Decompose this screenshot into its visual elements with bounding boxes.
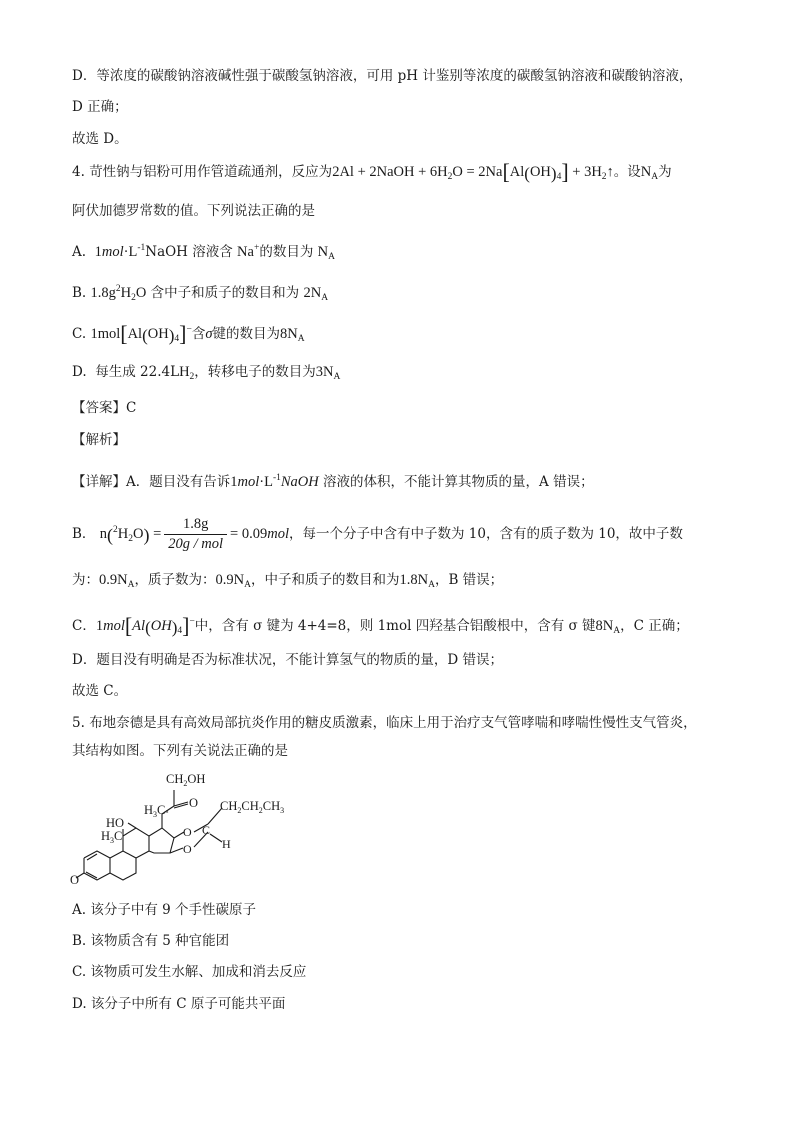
q5-option-b: B. 该物质含有 5 种官能团 (72, 933, 230, 949)
q4-option-c: C. $1mol[Al(OH)_4]^-$含σ键的数目为$8N_A$ (72, 321, 305, 346)
q4-equation: 2Al + 2NaOH + $6H_2O = 2Na[Al(OH)_4]$ + $3H_2↑$ (332, 159, 614, 184)
svg-text:CH2OH: $CH_2OH$ (166, 772, 206, 788)
q4-detail-c: C．$1mol[Al(OH)_4]^-$中，含有 σ 键为 4+4=8，则 1mol 四羟基合铝酸根中，含有 σ 键$8N_A$，C 正确； (72, 613, 689, 638)
svg-text:O: O (183, 842, 192, 856)
q5-option-d: D. 该分子中所有 C 原子可能共平面 (72, 996, 286, 1012)
q5-stem-line2: 其结构如图。下列有关说法正确的是 (72, 743, 288, 759)
q4-detail-b: B． $n(^2H_2O)$ = $\frac{1.8g}{\text{20g / mol}}$ = 0.09mol，每一个分子中含有中子数为 10，含有的质子数为 10，故中子数 (72, 516, 683, 553)
q4-conclusion: 故选 C。 (72, 683, 128, 699)
q4-stem: 4. 苛性钠与铝粉可用作管道疏通剂，反应为2Al + 2NaOH + $6H_2O = 2Na[Al(OH)_4]$ + $3H_2↑$。设$N_A$为 (72, 159, 672, 184)
prev-conclusion: 故选 D。 (72, 131, 128, 147)
q4-stem-line2: 阿伏加德罗常数的值。下列说法正确的是 (72, 203, 315, 219)
prev-d-line2: D 正确； (72, 99, 128, 115)
svg-text:CH2CH2CH3: $CH_2CH_2CH_3$ (220, 799, 285, 815)
q4-detail-a: 【详解】A．题目没有告诉$1mol\cdot L^{-1}NaOH$ 溶液的体积，不能计算其物质的量，A 错误； (72, 473, 594, 490)
q5-option-a: A. 该分子中有 9 个手性碳原子 (72, 902, 257, 918)
svg-text:H3C: $H_3C$ (101, 829, 123, 845)
q4-fraction: $\frac{1.8g}{\text{20g / mol}}$ (164, 516, 227, 553)
svg-text:H: H (222, 837, 231, 851)
svg-text:HO: HO (106, 816, 125, 830)
q4-detail-b2: 为：$0.9N_A$，质子数为：$0.9N_A$，中子和质子的数目和为$1.8N_A$，B 错误； (72, 572, 504, 590)
prev-d-line1: D．等浓度的碳酸钠溶液碱性强于碳酸氢钠溶液，可用 pH 计鉴别等浓度的碳酸氢钠溶液和碳酸钠溶液， (72, 68, 693, 84)
svg-text:s: s (166, 809, 169, 815)
svg-text:O: O (183, 825, 192, 839)
budesonide-structure (70, 766, 300, 896)
svg-text:H3C: $H_3C$ (144, 803, 166, 819)
svg-text:C: C (202, 823, 211, 837)
q4-answer: 【答案】C (72, 400, 137, 416)
q4-detail-d: D．题目没有明确是否为标准状况，不能计算氢气的物质的量，D 错误； (72, 652, 503, 668)
q4-option-a: A. $1mol\cdot L^{-1}NaOH$ 溶液含 Na+的数目为 $N_A$ (72, 243, 335, 262)
q4-option-d: D. 每生成 $22.4LH_2$，转移电子的数目为$3N_A$ (72, 364, 341, 382)
q5-stem: 5. 布地奈德是具有高效局部抗炎作用的糖皮质激素，临床上用于治疗支气管哮喘和哮喘性慢性支气管炎， (72, 715, 697, 731)
q5-option-c: C. 该物质可发生水解、加成和消去反应 (72, 964, 307, 980)
svg-text:O: O (189, 796, 199, 810)
q4-option-b: B. $1.8g^2H_2O$ 含中子和质子的数目和为 $2N_A$ (72, 284, 329, 303)
svg-text:O: O (70, 873, 80, 887)
q4-analysis-tag: 【解析】 (72, 432, 126, 448)
